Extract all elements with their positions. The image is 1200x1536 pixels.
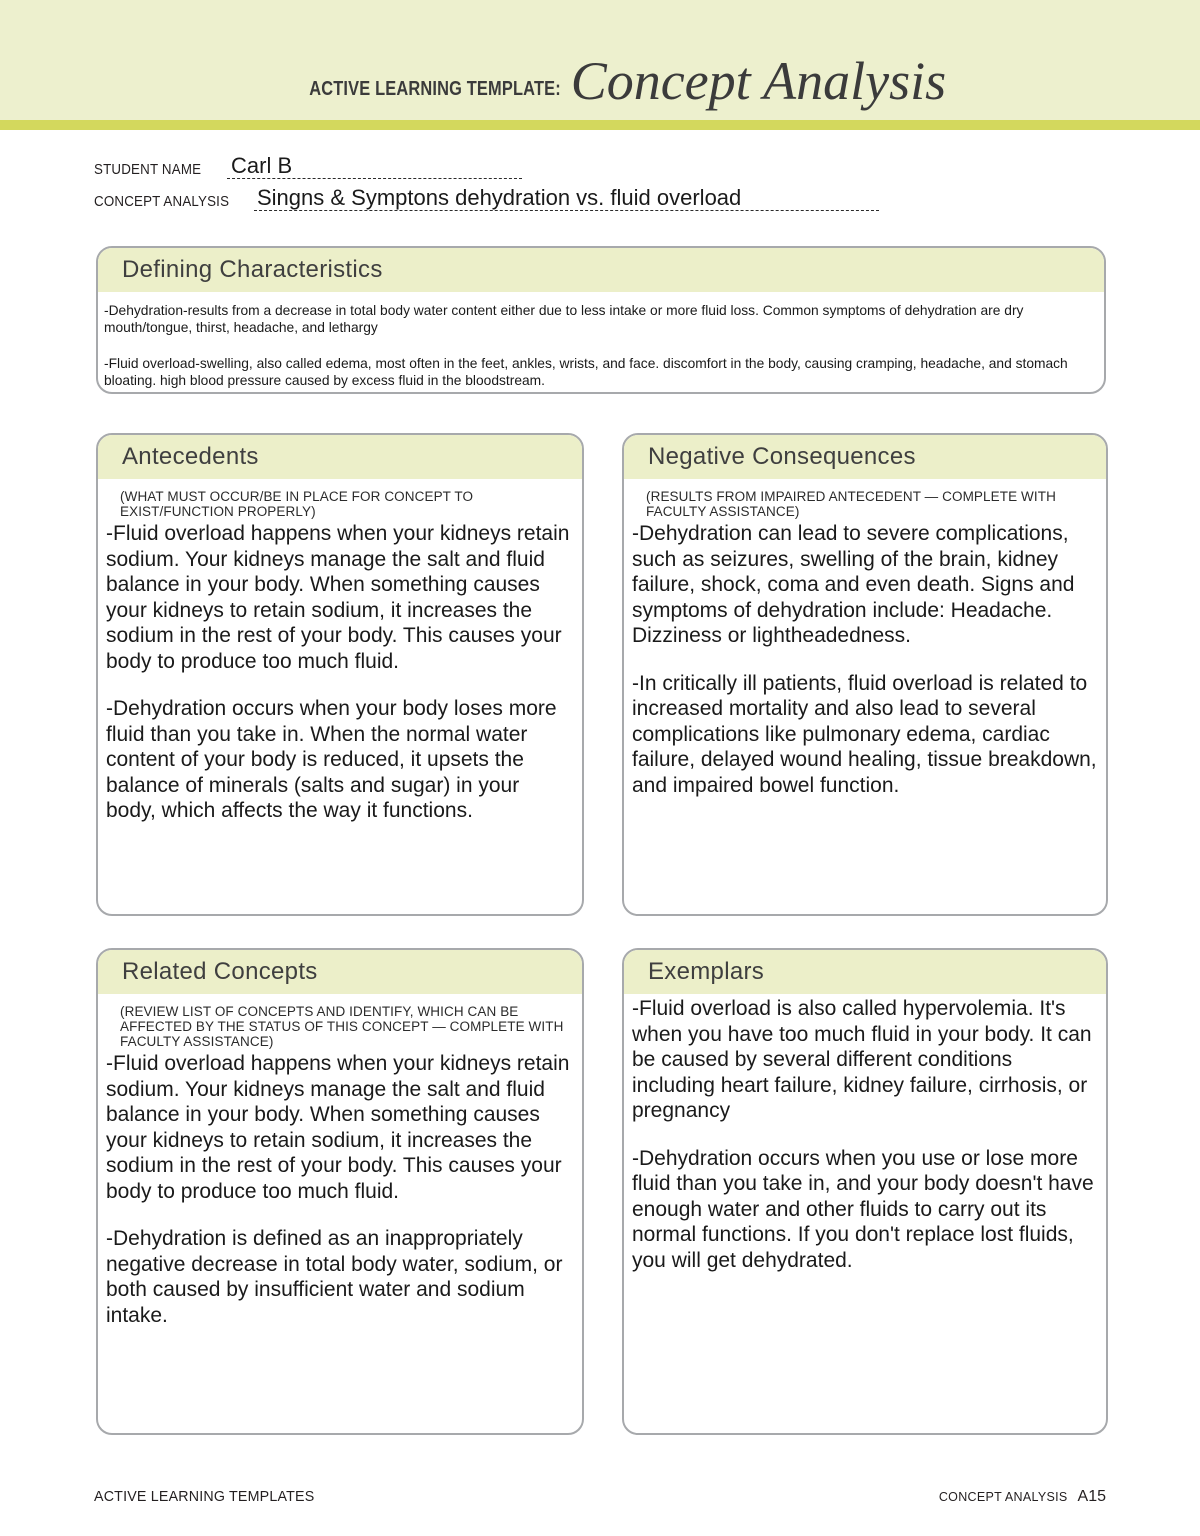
related-concepts-title: Related Concepts [122, 958, 318, 985]
page-title: Concept Analysis [570, 51, 947, 111]
antecedents-paragraph-2: -Dehydration occurs when your body loses more fluid than you take in. When the normal water content of your body is reduced, it upsets the balance of minerals (salts and sugar) in your body, which affects the way it functions. [106, 697, 557, 822]
related-concepts-box [96, 948, 584, 1435]
concept-analysis-value[interactable]: Singns & Symptons dehydration vs. fluid overload [257, 185, 742, 210]
related-concepts-hint: (REVIEW LIST OF CONCEPTS AND IDENTIFY, WHICH CAN BE AFFECTED BY THE STATUS OF THIS CONCEPT — COMPLETE WITH FACULTY ASSISTANCE) [120, 1004, 564, 1049]
exemplars-box [622, 948, 1108, 1435]
footer-reference [939, 1488, 1106, 1506]
defining-characteristics-box [96, 246, 1106, 394]
antecedents-title: Antecedents [122, 443, 259, 470]
header-accent-stripe [0, 120, 1200, 130]
student-name-value[interactable]: Carl B [231, 153, 293, 178]
antecedents-header [98, 435, 582, 479]
defining-characteristics-body[interactable] [98, 292, 1104, 389]
negative-consequences-paragraph-1: -Dehydration can lead to severe complications, such as seizures, swelling of the brain, kidney failure, shock, coma and even death. Signs and symptoms of dehydration include: Headache. Dizziness or lightheadedness. [632, 522, 1075, 647]
antecedents-box [96, 433, 584, 916]
exemplars-title: Exemplars [648, 958, 765, 985]
form-fields [94, 150, 1104, 214]
antecedents-paragraph-1: -Fluid overload happens when your kidneys retain sodium. Your kidneys manage the salt and fluid balance in your body. When something causes your kidneys to retain sodium, it increases the sodium in the rest of your body. This causes your body to produce too much fluid. [106, 522, 570, 673]
defining-characteristics-header [98, 248, 1104, 292]
related-concepts-header [98, 950, 582, 994]
header-kicker: ACTIVE LEARNING TEMPLATE: [309, 78, 561, 100]
negative-consequences-body[interactable] [624, 479, 1106, 804]
defining-characteristics-title: Defining Characteristics [122, 256, 383, 283]
negative-consequences-paragraph-2: -In critically ill patients, fluid overload is related to increased mortality and also lead to several complications like pulmonary edema, cardiac failure, delayed wound healing, tissue breakdown, and impaired bowel function. [632, 671, 1097, 797]
footer-page-number: A15 [1077, 1488, 1106, 1505]
exemplars-paragraph-1: -Fluid overload is also called hypervolemia. It's when you have too much fluid in your body. It can be caused by several different conditions including heart failure, kidney failure, cirrhosis, or pregnancy [632, 997, 1092, 1122]
negative-consequences-header [624, 435, 1106, 479]
page-footer [94, 1488, 1106, 1506]
exemplars-header [624, 950, 1106, 994]
footer-brand: ACTIVE LEARNING TEMPLATES [94, 1488, 315, 1505]
related-concepts-paragraph-2: -Dehydration is defined as an inappropriately negative decrease in total body water, sodium, or both caused by insufficient water and sodium intake. [106, 1227, 563, 1327]
related-concepts-body[interactable] [98, 994, 582, 1334]
concept-analysis-label: CONCEPT ANALYSIS [94, 194, 230, 210]
defining-characteristics-paragraph-2: -Fluid overload-swelling, also called edema, most often in the feet, ankles, wrists, and face. discomfort in the body, causing cramping, headache, and stomach bloating. high blood pressure caused by excess fluid in the bloodstream. [104, 356, 1068, 388]
antecedents-hint: (WHAT MUST OCCUR/BE IN PLACE FOR CONCEPT TO EXIST/FUNCTION PROPERLY) [120, 489, 474, 519]
negative-consequences-hint: (RESULTS FROM IMPAIRED ANTECEDENT — COMPLETE WITH FACULTY ASSISTANCE) [646, 489, 1056, 519]
antecedents-body[interactable] [98, 479, 582, 830]
exemplars-paragraph-2: -Dehydration occurs when you use or lose more fluid than you take in, and your body doesn't have enough water and other fluids to carry out its normal functions. If you don't replace lost fluids, you will get dehydrated. [632, 1146, 1094, 1272]
related-concepts-paragraph-1: -Fluid overload happens when your kidneys retain sodium. Your kidneys manage the salt and fluid balance in your body. When something causes your kidneys to retain sodium, it increases the sodium in the rest of your body. This causes your body to produce too much fluid. [106, 1052, 570, 1203]
concept-analysis-row [94, 182, 1104, 214]
negative-consequences-title: Negative Consequences [648, 443, 916, 470]
defining-characteristics-paragraph-1: -Dehydration-results from a decrease in total body water content either due to less intake or more fluid loss. Common symptoms of dehydration are dry mouth/tongue, thirst, headache, and lethargy [104, 303, 1024, 335]
negative-consequences-box [622, 433, 1108, 916]
exemplars-body[interactable] [624, 994, 1106, 1279]
header [0, 0, 1200, 120]
student-name-row [94, 150, 1104, 182]
student-name-label: STUDENT NAME [94, 162, 202, 178]
footer-section-label: CONCEPT ANALYSIS [938, 1490, 1068, 1504]
